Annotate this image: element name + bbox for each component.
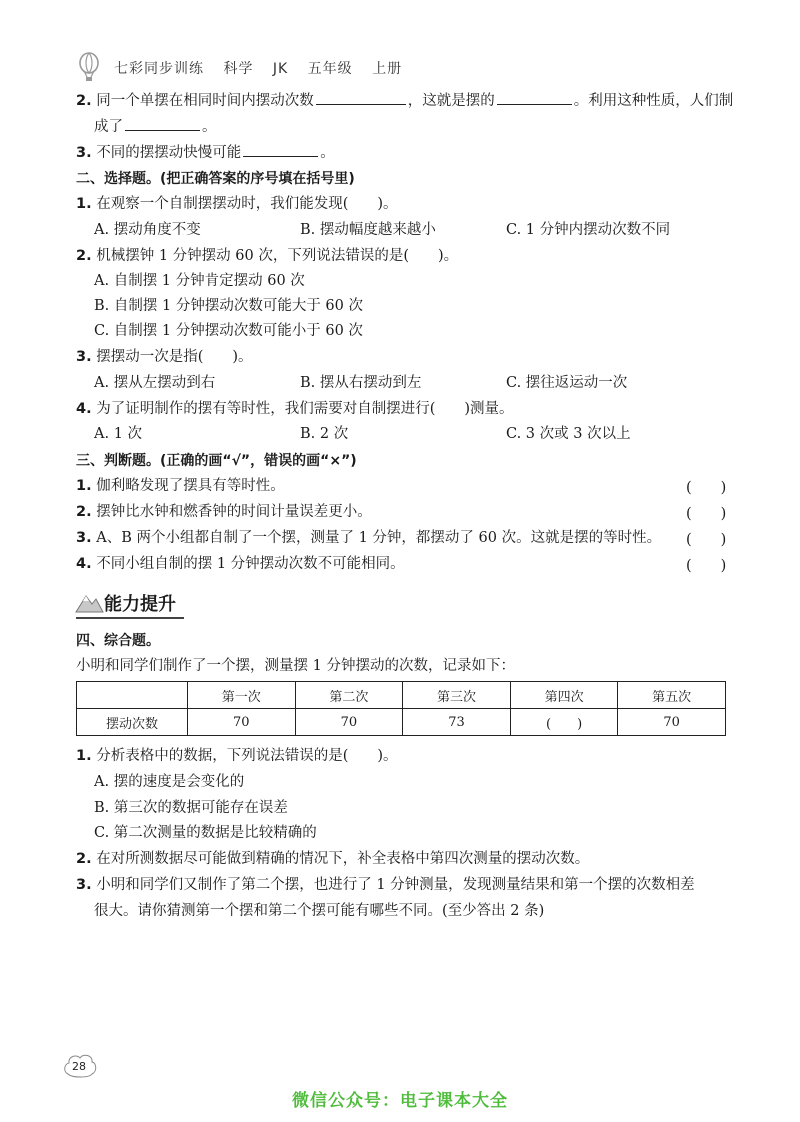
s2-q4-option-c[interactable]: C. 3 次或 3 次以上 [506, 426, 631, 442]
s4-q3-line2: 很大。请你猜测第一个摆和第二个摆可能有哪些不同。(至少答出 2 条) [94, 903, 545, 919]
pendulum-data-table [76, 681, 726, 736]
answer-parentheses[interactable]: ( ) [686, 558, 727, 574]
header-grade: 五年级 [307, 61, 353, 77]
answer-parentheses[interactable]: ( ) [686, 532, 727, 548]
s4-q1-option-a[interactable]: A. 摆的速度是会变化的 [94, 774, 245, 790]
header-edition: JK [272, 61, 289, 77]
table-header-cell: 第二次 [295, 682, 403, 709]
table-header-row [77, 682, 726, 709]
table-cell: 70 [618, 709, 726, 736]
fill-in-q3: 3. 不同的摆摆动快慢可能 。 [76, 142, 335, 163]
banner-underline [76, 617, 184, 619]
s2-q1-option-b[interactable]: B. 摆动幅度越来越小 [300, 222, 436, 238]
page-header [114, 58, 416, 78]
section-2-title: 二、选择题。(把正确答案的序号填在括号里) [76, 171, 355, 187]
s2-q1-stem: 1. 在观察一个自制摆摆动时，我们能发现( )。 [76, 196, 398, 212]
s3-item-4: 4. 不同小组自制的摆 1 分钟摆动次数不可能相同。 [76, 556, 405, 572]
table-header-cell: 第一次 [188, 682, 296, 709]
s2-q4-stem: 4. 为了证明制作的摆有等时性，我们需要对自制摆进行( )测量。 [76, 401, 514, 417]
s4-q1-stem: 1. 分析表格中的数据，下列说法错误的是( )。 [76, 748, 398, 764]
table-row-label: 摆动次数 [77, 709, 188, 736]
table-cell: 73 [403, 709, 511, 736]
answer-blank[interactable] [125, 116, 200, 131]
s2-q3-option-b[interactable]: B. 摆从右摆动到左 [300, 375, 422, 391]
s2-q3-option-a[interactable]: A. 摆从左摆动到右 [94, 375, 216, 391]
table-row [77, 709, 726, 736]
s2-q3-stem: 3. 摆摆动一次是指( )。 [76, 349, 253, 365]
s4-q2: 2. 在对所测数据尽可能做到精确的情况下，补全表格中第四次测量的摆动次数。 [76, 851, 590, 867]
header-subject: 科学 [223, 61, 254, 77]
s4-q3-line1: 3. 小明和同学们又制作了第二个摆，也进行了 1 分钟测量，发现测量结果和第一个摆的次数相差 [76, 877, 695, 893]
watermark-text: 微信公众号：电子课本大全 [292, 1091, 508, 1111]
s2-q2-option-c[interactable]: C. 自制摆 1 分钟摆动次数可能小于 60 次 [94, 323, 363, 339]
answer-blank[interactable] [316, 90, 406, 105]
table-header-cell: 第三次 [403, 682, 511, 709]
table-header-cell [77, 682, 188, 709]
table-cell: 70 [295, 709, 403, 736]
answer-parentheses[interactable]: ( ) [686, 480, 727, 496]
page-number: 28 [72, 1060, 86, 1073]
s2-q1-option-c[interactable]: C. 1 分钟内摆动次数不同 [506, 222, 671, 238]
answer-parentheses[interactable]: ( ) [686, 506, 727, 522]
header-volume: 上册 [372, 61, 403, 77]
answer-blank[interactable] [243, 142, 318, 157]
s4-q1-option-c[interactable]: C. 第二次测量的数据是比较精确的 [94, 825, 317, 841]
fill-in-q2-line2: 成了 。 [94, 116, 217, 137]
table-cell-answer[interactable]: ( ) [510, 709, 618, 736]
section-3-title: 三、判断题。(正确的画“√”，错误的画“×”) [76, 453, 357, 469]
s2-q3-option-c[interactable]: C. 摆往返运动一次 [506, 375, 628, 391]
page-number-badge [62, 1050, 98, 1080]
s2-q2-option-a[interactable]: A. 自制摆 1 分钟肯定摆动 60 次 [94, 273, 305, 289]
s3-item-3: 3. A、B 两个小组都自制了一个摆，测量了 1 分钟，都摆动了 60 次。这就是摆的等时性。 [76, 530, 662, 546]
s2-q2-stem: 2. 机械摆钟 1 分钟摆动 60 次，下列说法错误的是( )。 [76, 248, 459, 264]
s4-intro: 小明和同学们制作了一个摆，测量摆 1 分钟摆动的次数，记录如下： [76, 658, 515, 674]
fill-in-q2-line1: 2. 同一个单摆在相同时间内摆动次数 ，这就是摆的 。利用这种性质，人们制 [76, 90, 733, 111]
s3-item-1: 1. 伽利略发现了摆具有等时性。 [76, 478, 285, 494]
s3-item-2: 2. 摆钟比水钟和燃香钟的时间计量误差更小。 [76, 504, 372, 520]
s2-q2-option-b[interactable]: B. 自制摆 1 分钟摆动次数可能大于 60 次 [94, 298, 363, 314]
s4-q1-option-b[interactable]: B. 第三次的数据可能存在误差 [94, 800, 288, 816]
answer-blank[interactable] [497, 90, 572, 105]
header-series: 七彩同步训练 [114, 61, 204, 77]
s2-q4-option-b[interactable]: B. 2 次 [300, 426, 349, 442]
table-header-cell: 第四次 [510, 682, 618, 709]
table-cell: 70 [188, 709, 296, 736]
hot-air-balloon-icon [74, 52, 104, 82]
s2-q4-option-a[interactable]: A. 1 次 [94, 426, 143, 442]
s2-q1-option-a[interactable]: A. 摆动角度不变 [94, 222, 201, 238]
mountain-icon [74, 590, 104, 614]
banner-title: 能力提升 [104, 594, 176, 615]
section-4-title: 四、综合题。 [76, 633, 160, 649]
table-header-cell: 第五次 [618, 682, 726, 709]
